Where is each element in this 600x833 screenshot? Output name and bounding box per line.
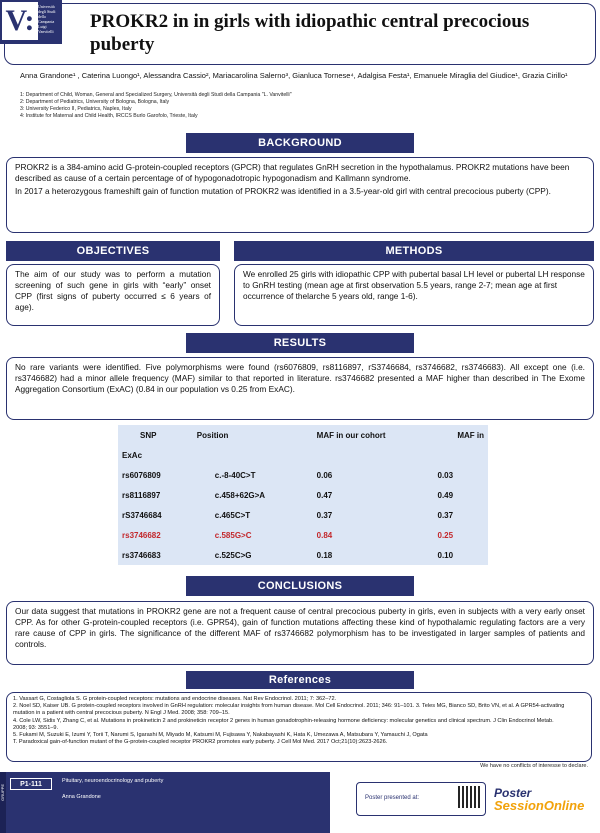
methods-text: We enrolled 25 girls with idiopathic CPP with pubertal basal LH level or pubertal LH response to GnRH testing (mean age at first observation 5.5 years, range 2-7; mean age at first occurrence of thelarche 5 years old, range 1-6). bbox=[243, 269, 585, 301]
objectives-box bbox=[6, 264, 220, 326]
reference-item: T. Paradoxical gain-of-function mutant of the G-protein-coupled receptor PROKR2 promotes early puberty. J Cell Mol Med. 2017 Oct;21(10):2623-2626. bbox=[13, 739, 388, 746]
reference-item: 2. Noel SD, Kaiser UB. G protein-coupled receptors involved in GnRH regulation: molecular insights from human disease. Mol Cell Endocrinol. 2011; 346: 91–101. 3. Teles MG, Bianco SD, Brito VN, et al. A GPR54-activating mutation in a patient with central precocious puberty. N Engl J Med. 2008; 358: 709–15. bbox=[13, 703, 565, 717]
background-box bbox=[6, 157, 594, 233]
reference-item: 1. Vassart G, Costagliola S. G protein-coupled receptors: mutations and endocrine diseases. Nat Rev Endocrinol. 2011; 7: 362–72. bbox=[13, 696, 337, 702]
maf-cohort: 0.84 bbox=[316, 530, 333, 540]
table-row bbox=[118, 485, 488, 505]
methods-box bbox=[234, 264, 594, 326]
background-paragraph-1: PROKR2 is a 384-amino acid G-protein-coupled receptors (GPCR) that regulates GnRH secretion in the hypothalamus. PROKR2 mutations have been described as cause of a certain percentage of of hypogonadotropic hypogonadism and Kallmann syndrome. bbox=[15, 162, 570, 183]
table-header-position: Position bbox=[196, 430, 229, 440]
table-header-exac: ExAc bbox=[122, 450, 143, 460]
logo-mark: V: bbox=[2, 2, 38, 40]
table-header-row bbox=[118, 425, 488, 445]
maf-exac: 0.10 bbox=[437, 550, 454, 560]
poster-title: PROKR2 in in girls with idiopathic central precocious puberty bbox=[90, 11, 530, 55]
table-header-row-cont bbox=[118, 445, 488, 465]
maf-exac: 0.03 bbox=[437, 470, 454, 480]
poster-footer bbox=[0, 772, 600, 833]
maf-exac: 0.25 bbox=[437, 530, 454, 540]
snp-position: c.458+62G>A bbox=[214, 490, 266, 500]
reference-item: 2008; 93: 3551–9. bbox=[13, 724, 59, 731]
maf-cohort: 0.18 bbox=[316, 550, 333, 560]
side-label: GRUPPE bbox=[0, 784, 5, 801]
poster-session-online-logo bbox=[494, 786, 584, 813]
background-heading: BACKGROUND bbox=[186, 133, 414, 153]
objectives-text: The aim of our study was to perform a mutation screening of such gene in girls with “early” onset CPP (first signs of puberty occurred ≤ 6 years of age). bbox=[15, 269, 211, 312]
logo-line-2: SessionOnline bbox=[494, 798, 585, 813]
affiliation: 4: Institute for Maternal and Child Health, IRCCS Burlo Garofolo, Trieste, Italy bbox=[20, 113, 198, 119]
logo-text: Università degli Studi della Campania Luigi Vanvitelli bbox=[38, 4, 56, 34]
poster-author: Anna Grandone bbox=[62, 794, 101, 800]
references-heading: References bbox=[186, 671, 414, 689]
author-list: Anna Grandone¹ , Caterina Luongo¹, Alessandra Cassio², Mariacarolina Salerno³, Gianluca Tornese⁴, Adalgisa Festa¹, Emanuele Miraglia del Giudice¹, Grazia Cirillo¹ bbox=[20, 71, 568, 80]
snp-id: rS3746684 bbox=[122, 510, 162, 520]
conflict-statement: We have no conflicts of interesse to declare. bbox=[480, 763, 588, 769]
footer-info-band bbox=[0, 772, 330, 833]
conclusions-text: Our data suggest that mutations in PROKR2 gene are not a frequent cause of central precocious puberty in girls, even in subjects with a very early onset CPP. As for other G-protein-coupled receptors (i.e. GPR54), gain of function mutations affecting these kind of hypothalamic regulating factors are a very rare cause of CPP in girls. The significance of the different MAF of rs3746682 polymorphism has to be investigated in larger samples of patients and controls. bbox=[15, 606, 585, 649]
objectives-heading: OBJECTIVES bbox=[6, 241, 220, 261]
affiliation: 2: Department of Pediatrics, University of Bologna, Bologna, Italy bbox=[20, 99, 170, 105]
methods-heading: METHODS bbox=[234, 241, 594, 261]
reference-item: 4. Cole LW, Sidis Y, Zhang C, et al. Mutations in prokineticin 2 and prokineticin receptor 2 genes in human gonadotrophin-releasing hormone deficiency: molecular genetics and clinical spectrum. J Clin Endocrinol Metab. bbox=[13, 717, 554, 724]
background-paragraph-2: In 2017 a heterozygous frameshift gain of function mutation of PROKR2 was identified in a 3.5-year-old girl with central precocious puberty (CPP). bbox=[15, 186, 551, 196]
conclusions-heading: CONCLUSIONS bbox=[186, 576, 414, 596]
snp-position: c.465C>T bbox=[214, 510, 251, 520]
maf-cohort: 0.37 bbox=[316, 510, 333, 520]
logo-line-1: Poster bbox=[494, 786, 532, 800]
table-header-maf-cohort: MAF in our cohort bbox=[316, 430, 386, 440]
affiliation: 1: Department of Child, Woman, General and Specialized Surgery, Università degli Studi della Campania "L. Vanvitelli" bbox=[20, 92, 292, 98]
poster-topic: Pituitary, neuroendocrinology and puberty bbox=[62, 778, 164, 784]
results-box bbox=[6, 357, 594, 420]
affiliations bbox=[20, 92, 580, 120]
poster-code: P1-111 bbox=[10, 778, 52, 790]
maf-cohort: 0.06 bbox=[316, 470, 333, 480]
university-logo bbox=[0, 0, 62, 44]
conclusions-box bbox=[6, 601, 594, 665]
snp-position: c.-8-40C>T bbox=[214, 470, 256, 480]
references-box bbox=[6, 692, 592, 762]
table-header-snp: SNP bbox=[140, 430, 157, 440]
reference-item: 5. Fukami M, Suzuki E, Izumi Y, Torii T, Narumi S, Igarashi M, Miyado M, Katsumi M, Fujisawa Y, Nakabayashi K, Hata K, Umezawa A, Matsubara Y, Yamauchi J, Ogata bbox=[13, 732, 428, 739]
maf-exac: 0.37 bbox=[437, 510, 454, 520]
table-row bbox=[118, 465, 488, 485]
results-text: No rare variants were identified. Five polymorphisms were found (rs6076809, rs8116897, rS3746684, rs3746682, rs3746683). All except one (i.e. rs3746682) had a minor allele frequency (MAF) similar to that reported in literature. rs3746682 presented a MAF higher than described in The Exome Aggregation Consortium (ExAC) (0.84 in our population vs 0.25 from ExAC). bbox=[15, 362, 585, 394]
affiliation: 3: University Federico II, Pediatrics, Naples, Italy bbox=[20, 106, 132, 112]
table-row bbox=[118, 505, 488, 525]
snp-id: rs6076809 bbox=[122, 470, 161, 480]
snp-id: rs8116897 bbox=[122, 490, 161, 500]
table-header-maf-exac: MAF in bbox=[457, 430, 484, 440]
table-row-highlighted bbox=[118, 525, 488, 545]
snp-id: rs3746682 bbox=[122, 530, 161, 540]
poster-header bbox=[0, 0, 600, 70]
snp-table bbox=[118, 425, 488, 565]
presented-at-label: Poster presented at: bbox=[365, 795, 420, 801]
snp-position: c.525C>G bbox=[214, 550, 252, 560]
maf-exac: 0.49 bbox=[437, 490, 454, 500]
maf-cohort: 0.47 bbox=[316, 490, 333, 500]
results-heading: RESULTS bbox=[186, 333, 414, 353]
snp-id: rs3746683 bbox=[122, 550, 161, 560]
side-strip bbox=[0, 772, 6, 833]
table-row bbox=[118, 545, 488, 565]
snp-position: c.585G>C bbox=[214, 530, 252, 540]
qr-code-icon bbox=[458, 786, 480, 808]
